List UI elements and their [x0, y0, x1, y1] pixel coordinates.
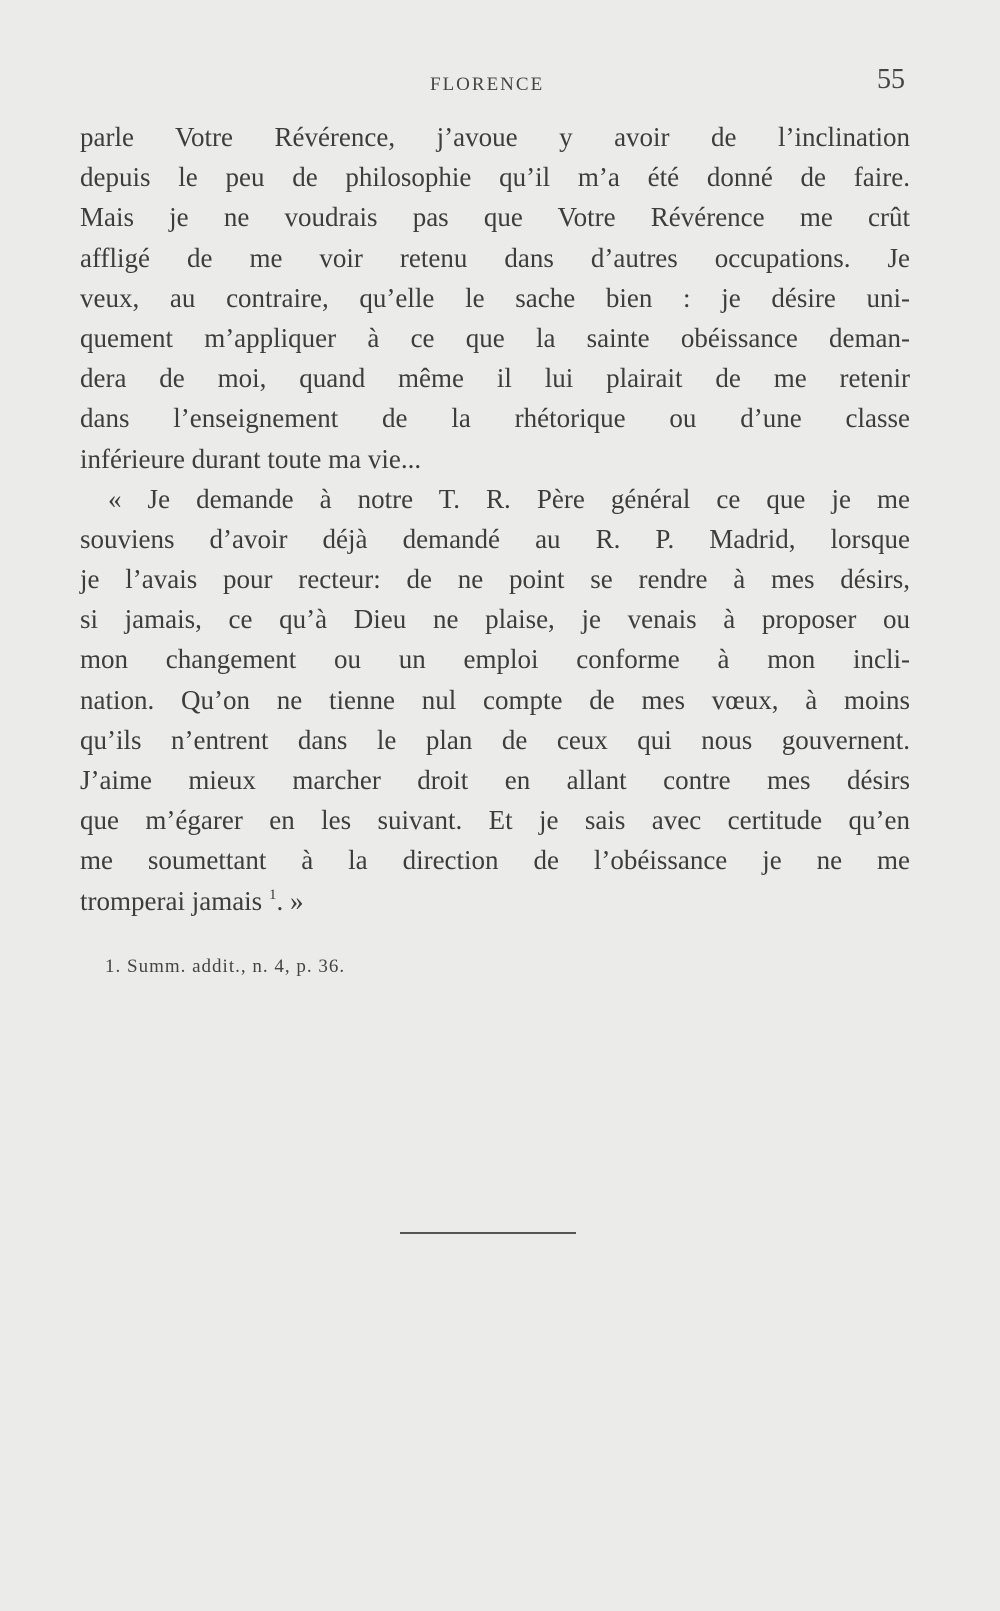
- text-line: mon changement ou un emploi conforme à mon incli-: [80, 644, 910, 675]
- text-line: parle Votre Révérence, j’avoue y avoir de l’inclination: [80, 122, 910, 152]
- text-line: dans l’enseignement de la rhétorique ou d’une classe: [80, 403, 910, 434]
- footnote-reference[interactable]: 1: [268, 886, 277, 903]
- text-line: si jamais, ce qu’à Dieu ne plaise, je venais à proposer ou: [80, 604, 910, 635]
- text-line: que m’égarer en les suivant. Et je sais avec certitude qu’en: [80, 805, 910, 836]
- text-line: « Je demande à notre T. R. Père général ce que je me: [108, 483, 910, 514]
- page-number: 55: [877, 64, 905, 95]
- text-line: J’aime mieux marcher droit en allant contre mes désirs: [80, 765, 910, 795]
- text-line: je l’avais pour recteur: de ne point se rendre à mes désirs,: [80, 564, 910, 595]
- closing-quote: . »: [276, 885, 304, 916]
- text-line: me soumettant à la direction de l’obéissance je ne me: [80, 845, 910, 876]
- text-line: quement m’appliquer à ce que la sainte obéissance deman-: [80, 322, 910, 353]
- text-line: qu’ils n’entrent dans le plan de ceux qui nous gouvernent.: [80, 724, 910, 755]
- footnote: 1. Summ. addit., n. 4, p. 36.: [105, 956, 346, 977]
- text-line: depuis le peu de philosophie qu’il m’a été donné de faire.: [80, 162, 910, 193]
- text-line: affligé de me voir retenu dans d’autres occupations. Je: [80, 242, 910, 273]
- final-line-text: tromperai jamais: [80, 885, 263, 916]
- running-head: [0, 64, 1000, 104]
- text-line: dera de moi, quand même il lui plairait de me retenir: [80, 363, 910, 394]
- text-line: nation. Qu’on ne tienne nul compte de mes vœux, à moins: [80, 684, 910, 715]
- text-line-final: [80, 881, 910, 921]
- body-text: [80, 117, 910, 921]
- text-line: veux, au contraire, qu’elle le sache bien : je désire uni-: [80, 282, 910, 313]
- text-line: Mais je ne voudrais pas que Votre Révérence me crût: [80, 202, 910, 233]
- text-line: souviens d’avoir déjà demandé au R. P. Madrid, lorsque: [80, 523, 910, 554]
- text-line: inférieure durant toute ma vie...: [80, 443, 422, 474]
- running-head-title: FLORENCE: [430, 74, 545, 95]
- end-rule-divider: [400, 1232, 576, 1234]
